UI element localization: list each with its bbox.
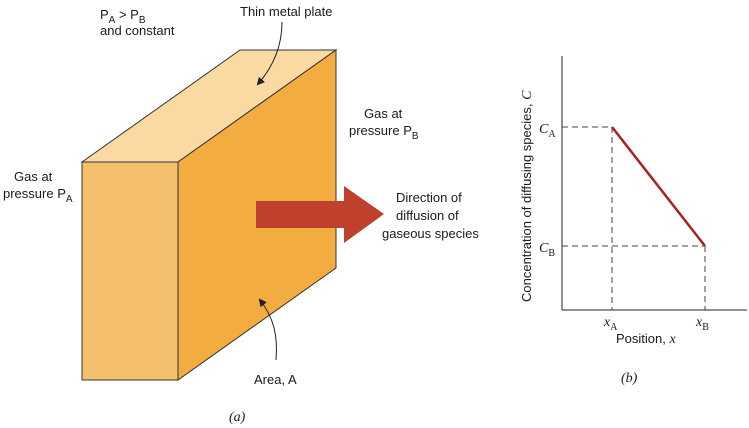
profile-plot [562, 56, 747, 310]
xtick-xb: $x_B$ [696, 315, 709, 333]
gas-right-line1: Gas at [364, 106, 403, 121]
plate-front-face [82, 162, 178, 380]
gas-left-line2: pressure $P_A$ [3, 186, 73, 205]
gas-left-line1: Gas at [14, 169, 53, 184]
direction-label-line2: diffusion of [396, 208, 459, 223]
ytick-ca: $C_A$ [539, 122, 556, 140]
pressure-condition-line1: $P_A > P_B$ [100, 7, 146, 26]
direction-label-line3: gaseous species [382, 226, 479, 241]
concentration-profile-line [612, 127, 705, 246]
y-axis-label: Concentration of diffusing species, C [519, 90, 535, 302]
caption-b: (b) [621, 371, 638, 386]
ytick-cb: $C_B$ [539, 241, 556, 259]
x-axis-label: Position, x [616, 331, 676, 347]
gas-right-line2: pressure $P_B$ [349, 123, 419, 142]
direction-label-line1: Direction of [396, 190, 462, 205]
xtick-xa: $x_A$ [604, 315, 618, 333]
plate-label: Thin metal plate [240, 4, 333, 19]
pressure-condition-line2: and constant [100, 23, 175, 38]
caption-a: (a) [229, 410, 246, 425]
area-label: Area, A [254, 372, 297, 387]
